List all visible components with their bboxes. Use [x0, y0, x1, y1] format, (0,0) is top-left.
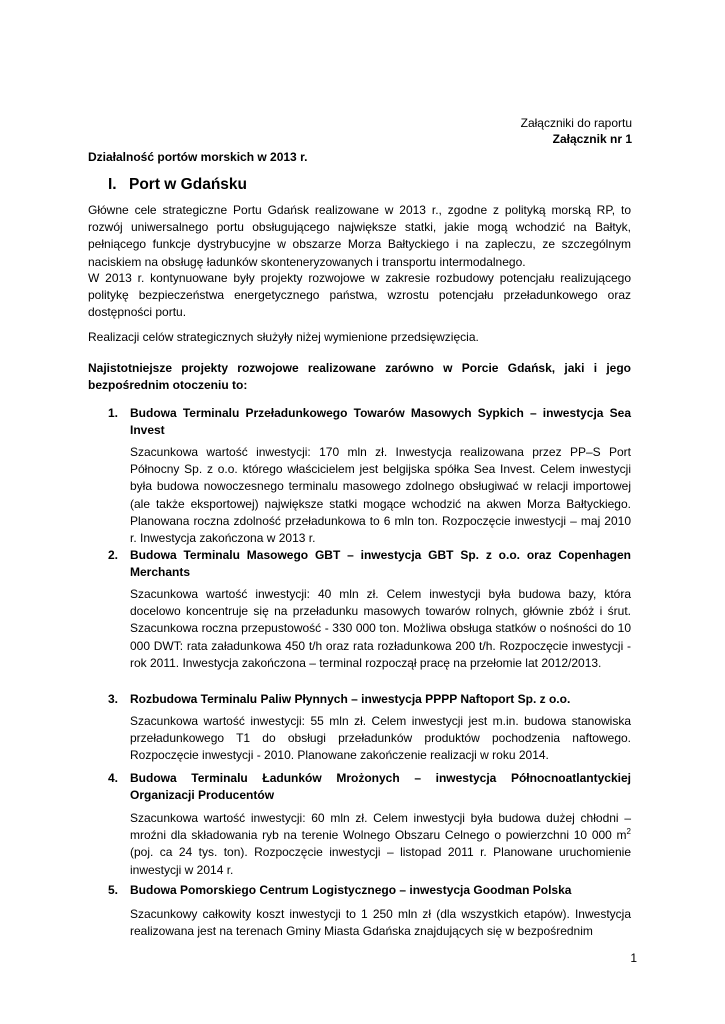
paragraph: W 2013 r. kontynuowane były projekty rozwojowe w zakresie rozbudowy potencjału realizującego politykę bezpieczeństwa energetycznego państwa, wzrostu potencjału przeładunkowego oraz dostępności portu. — [88, 271, 631, 320]
section-title: Port w Gdańsku — [129, 176, 247, 193]
list-item-title: Budowa Terminalu Masowego GBT – inwestycja GBT Sp. z o.o. oraz Copenhagen Merchants — [130, 548, 631, 580]
list-item-title: Budowa Pomorskiego Centrum Logistycznego – inwestycja Goodman Polska — [130, 883, 572, 897]
list-item-body: Szacunkowa wartość inwestycji: 55 mln zł. Celem inwestycji jest m.in. budowa stanowiska przeładunkowego T1 do obsługi przeładunków produktów pochodzenia naftowego. Rozpoczęcie inwestycji - 2010. Planowane zakończenie realizacji w roku 2014. — [130, 714, 631, 763]
list-item-title: Budowa Terminalu Przeładunkowego Towarów Masowych Sypkich – inwestycja Sea Invest — [130, 406, 631, 438]
list-item-number: 5. — [108, 883, 119, 897]
section-number: I. — [108, 176, 117, 193]
list-item-number: 1. — [108, 406, 119, 420]
list-item-number: 4. — [108, 771, 119, 785]
document-title: Działalność portów morskich w 2013 r. — [88, 150, 308, 164]
list-item-title: Rozbudowa Terminalu Paliw Płynnych – inwestycja PPPP Naftoport Sp. z o.o. — [130, 692, 571, 706]
list-item-number: 2. — [108, 548, 119, 562]
intro-bold: Najistotniejsze projekty rozwojowe realizowane zarówno w Porcie Gdańsk, jaki i jego bezpośrednim otoczeniu to: — [88, 361, 631, 393]
list-item-body: Szacunkowa wartość inwestycji: 40 mln zł. Celem inwestycji była budowa bazy, która docelowo koncentruje się na przeładunku masowych towarów rolnych, głównie zbóż i śrut. Szacunkowa roczna przepustowość - 330 000 ton. Możliwa obsługa statków o nośności do 10 000 DWT: rata załadunkowa 450 t/h oraz rata rozładunkowa 200 t/h. Rozpoczęcie inwestycji - rok 2011. Inwestycja zakończona – terminal rozpoczął pracę na przełomie lat 2012/2013. — [130, 587, 631, 670]
list-item-body — [130, 810, 631, 879]
paragraph: Realizacji celów strategicznych służyły niżej wymienione przedsięwzięcia. — [88, 330, 479, 344]
superscript: 2 — [626, 827, 631, 837]
list-item-body-text: Szacunkowa wartość inwestycji: 60 mln zł. Celem inwestycji była budowa dużej chłodni – mroźni dla składowania ryb na terenie Wolnego Obszaru Celnego o powierzchni 10 000 m — [130, 811, 631, 843]
section-heading — [108, 176, 247, 194]
list-item-body: Szacunkowy całkowity koszt inwestycji to 1 250 mln zł (dla wszystkich etapów). Inwestycja realizowana jest na terenach Gminy Miasta Gdańska znajdujących się w bezpośrednim — [130, 907, 631, 939]
list-item-number: 3. — [108, 692, 119, 706]
attachments-label: Załączniki do raportu — [520, 116, 632, 130]
paragraph: Główne cele strategiczne Portu Gdańsk realizowane w 2013 r., zgodne z polityką morską RP, to rozwój uniwersalnego portu obsługującego największe statki, jakie mogą wchodzić na Bałtyk, pełniącego funkcje dystrybucyjne w obszarze Morza Bałtyckiego i na zapleczu, ze szczególnym naciskiem na obsługę ładunków skonteneryzowanych i transportu intermodalnego. — [88, 203, 631, 269]
list-item-title: Budowa Terminalu Ładunków Mrożonych – inwestycja Północnoatlantyckiej Organizacji Producentów — [130, 771, 631, 803]
attachment-number: Załącznik nr 1 — [552, 132, 632, 146]
page-number: 1 — [630, 951, 637, 965]
list-item-body: Szacunkowa wartość inwestycji: 170 mln zł. Inwestycja realizowana przez PP–S Port Północny Sp. z o.o. którego właścicielem jest belgijska spółka Sea Invest. Celem inwestycji była budowa nowoczesnego terminalu masowego zdolnego obsługiwać w relacji importowej (ale także eksportowej) największe statki mogące wchodzić na akwen Morza Bałtyckiego. Planowana roczna zdolność przeładunkowa to 6 mln ton. Rozpoczęcie inwestycji – maj 2010 r. Inwestycja zakończona w 2013 r. — [130, 445, 631, 546]
list-item-body-tail: (poj. ca 24 tys. ton). Rozpoczęcie inwestycji – listopad 2011 r. Planowane uruchomienie inwestycji w 2014 r. — [130, 845, 631, 877]
